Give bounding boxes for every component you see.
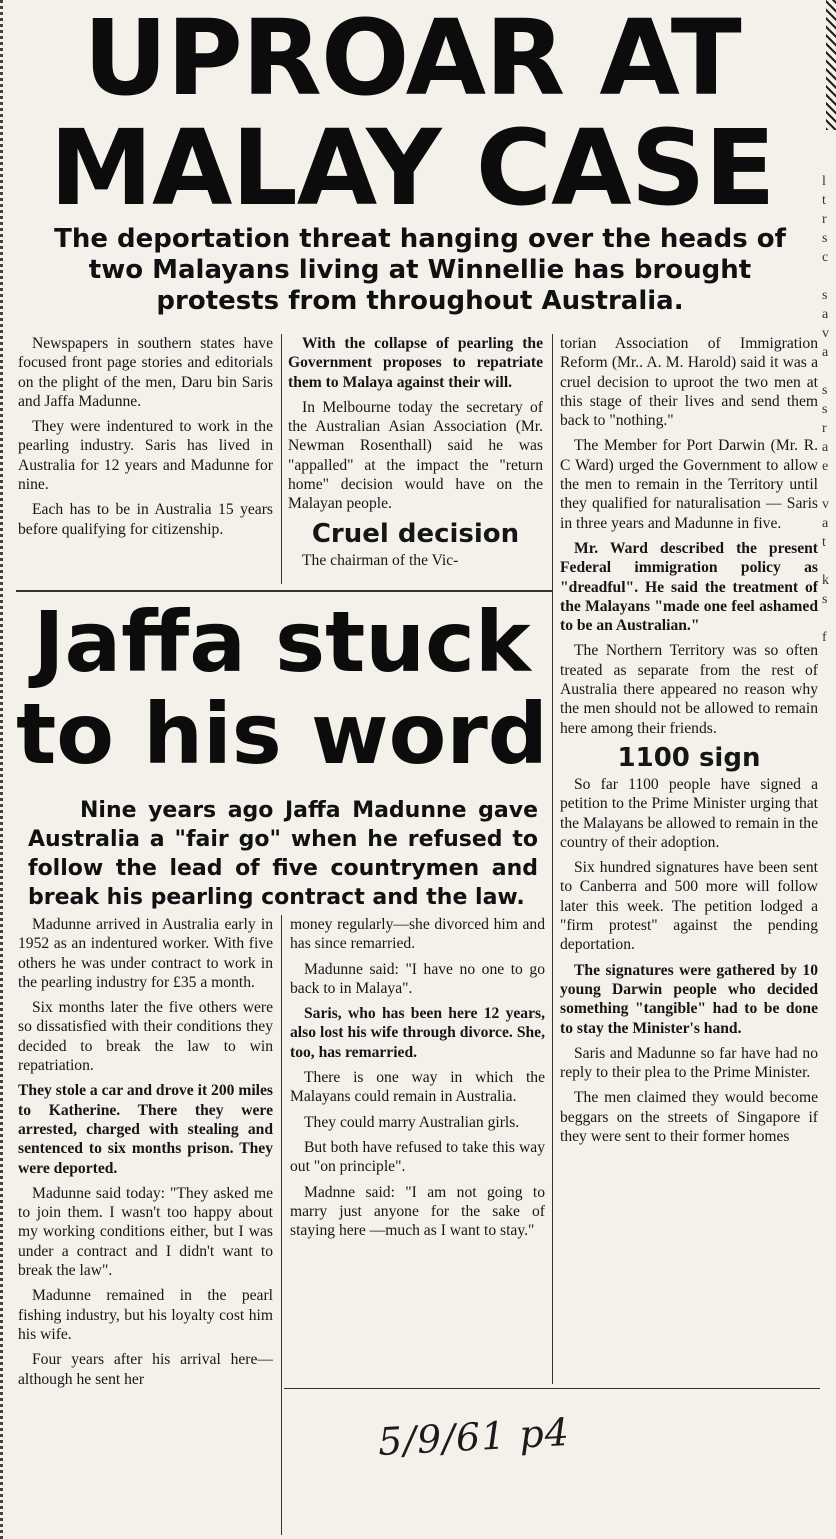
paragraph: They could marry Australian girls. (304, 1113, 520, 1131)
story1-deck: The deportation threat hanging over the heads of two Malayans living at Winnellie has brought protests from throughout Australia. (54, 224, 786, 317)
headline-line-2: MALAY CASE (49, 107, 775, 229)
paragraph: Newspapers in southern states have focused front page stories and editorials on the plight of the men, Daru bin Saris and Jaffa Madunne. (18, 335, 273, 410)
paragraph: The chairman of the Vic- (302, 551, 459, 569)
story2-headline-line-1: Jaffa stuck (33, 593, 531, 691)
paragraph: Madunne remained in the pearl fishing industry, but his loyalty cost him his wife. (18, 1287, 273, 1343)
story1-column-2 (288, 334, 543, 576)
paragraph: Four years after his arrival here— although he sent her (18, 1351, 273, 1388)
story2-deck: Nine years ago Jaffa Madunne gave Australia a "fair go" when he refused to follow the lead of five countrymen and break his pearling contract and the law. (28, 798, 538, 910)
paragraph: The Northern Territory was so often treated as separate from the rest of Australia there appeared no reason why the men should not be allowed to remain here among their friends. (560, 642, 818, 737)
story2-column-2 (290, 915, 545, 1246)
paragraph: The men claimed they would become beggars on the streets of Singapore if they were sent to their former homes (560, 1089, 818, 1145)
column-rule (281, 915, 282, 1535)
story2-column-1 (18, 915, 273, 1395)
paragraph: Madnne said: "I am not going to marry just anyone for the sake of staying here —much as I want to stay." (290, 1183, 545, 1240)
handwritten-date-note: 5/9/61 p4 (376, 1410, 571, 1464)
clipping-left-edge (0, 0, 3, 1539)
paragraph: Madunne said today: "They asked me to join them. I wasn't too happy about my working conditions either, but I was under a contract and I didn't want to break the law". (18, 1184, 273, 1280)
paragraph: But both have refused to take this way out "on principle". (290, 1138, 545, 1176)
paragraph: There is one way in which the Malayans could remain in Australia. (290, 1069, 545, 1106)
headline-line-1: UPROAR AT (83, 0, 741, 119)
paragraph: Mr. Ward described the present Federal immigration policy as "dreadful". He said the treatment of the Malayans "made one feel ashamed to be an Australian." (560, 539, 818, 635)
paragraph: They were indentured to work in the pearling industry. Saris has lived in Australia for 12 years and Madunne for nine. (18, 418, 273, 494)
paragraph: So far 1100 people have signed a petition to the Prime Minister urging that the Malayans be allowed to remain in the country of their adoption. (560, 775, 818, 851)
paragraph: Madunne arrived in Australia early in 1952 as an indentured worker. With five others he was under contract to work in the pearling industry for £35 a month. (18, 916, 273, 991)
adjacent-column-fragments: l t r s c s a v a s s r a e v a t k s f (822, 174, 829, 645)
story-separator-rule (16, 590, 552, 592)
paragraph: With the collapse of pearling the Government proposes to repatriate them to Malaya against their will. (288, 335, 543, 391)
paragraph: The signatures were gathered by 10 young Darwin people who decided something "tangible" had to be done to stay the Minister's hand. (560, 961, 818, 1037)
bottom-rule (284, 1388, 820, 1389)
paragraph: money regularly—she divorced him and has since remarried. (290, 916, 545, 953)
story1-column-1 (18, 334, 273, 545)
column-rule (552, 334, 553, 1384)
paragraph: Saris and Madunne so far have had no reply to their plea to the Prime Minister. (560, 1044, 818, 1082)
paragraph: Madunne said: "I have no one to go back to in Malaya". (290, 960, 545, 997)
paragraph: Six hundred signatures have been sent to Canberra and 500 more will follow later this week. The petition lodged a "firm protest" against the pending deportation. (560, 859, 818, 954)
subheading-1100-sign: 1100 sign (617, 742, 761, 773)
paragraph: torian Association of Immigration Reform (Mr.. A. M. Harold) said it was a cruel decision to uproot the two men at this stage of their lives and send them back to "nothing." (560, 335, 818, 430)
paragraph: Each has to be in Australia 15 years before qualifying for citizenship. (18, 501, 273, 538)
subheading-cruel-decision: Cruel decision (311, 518, 520, 549)
paragraph: They stole a car and drove it 200 miles to Katherine. There they were arrested, charged with stealing and sentenced to six months prison. They were deported. (18, 1082, 273, 1177)
paragraph: Saris, who has been here 12 years, also lost his wife through divorce. She, too, has remarried. (290, 1005, 545, 1061)
column-rule (281, 334, 282, 584)
paragraph: Six months later the five others were so dissatisfied with their conditions they decided to break the law to win repatriation. (18, 999, 273, 1075)
paragraph: In Melbourne today the secretary of the Australian Asian Association (Mr. Newman Rosenthall) said he was "appalled" at the impact the "return home" decision would have on the Malayan people. (288, 398, 543, 513)
paragraph: The Member for Port Darwin (Mr. R. C Ward) urged the Government to allow the men to remain in the Territory until they qualified for naturalisation — Saris in three years and Madunne in five. (560, 437, 818, 532)
story1-column-3 (560, 334, 818, 1152)
story2-headline-line-2: to his word (16, 685, 548, 783)
clipping-right-edge (826, 0, 836, 130)
